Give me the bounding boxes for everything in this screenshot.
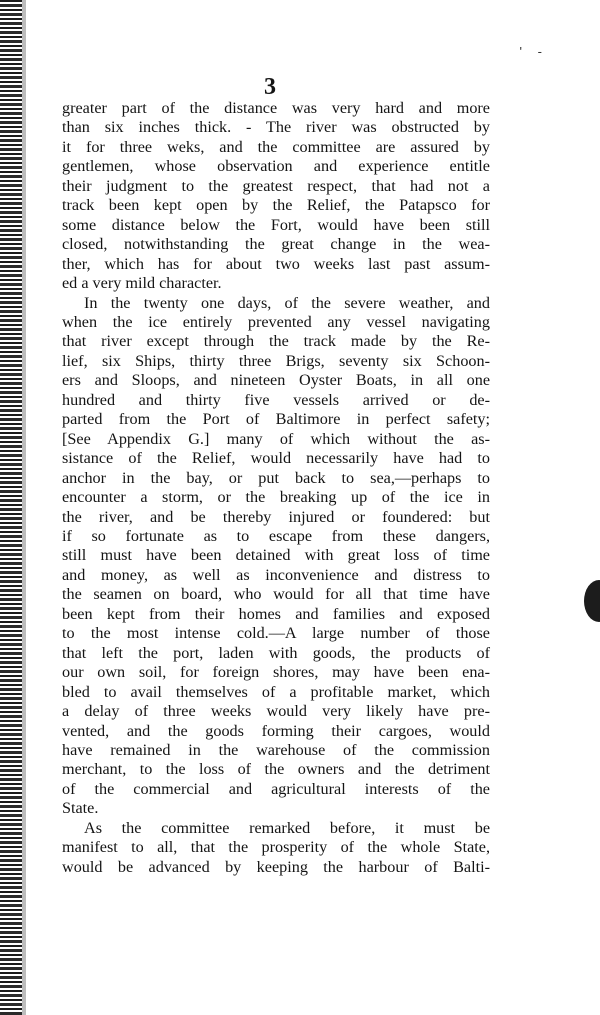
margin-mark: '	[519, 44, 522, 59]
text-line: manifest to all, that the prosperity of the whole State,	[62, 838, 490, 857]
text-line: encounter a storm, or the breaking up of the ice in	[62, 488, 490, 507]
text-line: [See Appendix G.] many of which without the as-	[62, 429, 490, 448]
binding-shadow	[22, 0, 26, 1015]
text-line: have remained in the warehouse of the commission	[62, 740, 490, 759]
text-line: when the ice entirely prevented any vessel navigating	[62, 312, 490, 331]
text-line: ther, which has for about two weeks last past assum-	[62, 254, 490, 273]
text-line: closed, notwithstanding the great change in the wea-	[62, 235, 490, 254]
text-line: vented, and the goods forming their cargoes, would	[62, 721, 490, 740]
text-line: the river, and be thereby injured or foundered: but	[62, 507, 490, 526]
text-line: and money, as well as inconvenience and distress to	[62, 565, 490, 584]
text-line: track been kept open by the Relief, the Patapsco for	[62, 196, 490, 215]
ink-smudge	[584, 580, 600, 622]
text-line: anchor in the bay, or put back to sea,—perhaps to	[62, 468, 490, 487]
paragraph-start: In the twenty one days, of the severe weather, and	[84, 293, 490, 312]
paragraph-start: As the committee remarked before, it must be	[84, 818, 490, 837]
text-line: would be advanced by keeping the harbour of Balti-	[62, 857, 490, 876]
text-line: it for three weks, and the committee are assured by	[62, 137, 490, 156]
text-line: lief, six Ships, thirty three Brigs, seventy six Schoon-	[62, 351, 490, 370]
text-line: bled to avail themselves of a profitable market, which	[62, 682, 490, 701]
text-line: hundred and thirty five vessels arrived or de-	[62, 390, 490, 409]
body-text	[62, 99, 490, 877]
page-number: 3	[264, 74, 276, 100]
text-line: parted from the Port of Baltimore in perfect safety;	[62, 410, 490, 429]
text-line: if so fortunate as to escape from these dangers,	[62, 526, 490, 545]
text-line: than six inches thick. - The river was obstructed by	[62, 118, 490, 137]
text-line: sistance of the Relief, would necessarily have had to	[62, 449, 490, 468]
text-line: of the commercial and agricultural interests of the	[62, 779, 490, 798]
text-line: their judgment to the greatest respect, that had not a	[62, 176, 490, 195]
text-line: greater part of the distance was very hard and more	[62, 99, 490, 117]
text-line: a delay of three weeks would very likely have pre-	[62, 702, 490, 721]
text-line: that left the port, laden with goods, the products of	[62, 643, 490, 662]
text-line: gentlemen, whose observation and experience entitle	[62, 157, 490, 176]
text-line: State.	[62, 799, 99, 818]
text-line: the seamen on board, who would for all that time have	[62, 585, 490, 604]
book-binding-edge	[0, 0, 22, 1015]
text-line: merchant, to the loss of the owners and the detriment	[62, 760, 490, 779]
text-line: ed a very mild character.	[62, 274, 222, 293]
margin-mark: -	[537, 44, 542, 59]
text-line: that river except through the track made by the Re-	[62, 332, 490, 351]
text-line: our own soil, for foreign shores, may have been ena-	[62, 663, 490, 682]
text-line: some distance below the Fort, would have been still	[62, 215, 490, 234]
text-line: been kept from their homes and families and exposed	[62, 604, 490, 623]
text-line: ers and Sloops, and nineteen Oyster Boats, in all one	[62, 371, 490, 390]
text-line: to the most intense cold.—A large number of those	[62, 624, 490, 643]
text-line: still must have been detained with great loss of time	[62, 546, 490, 565]
